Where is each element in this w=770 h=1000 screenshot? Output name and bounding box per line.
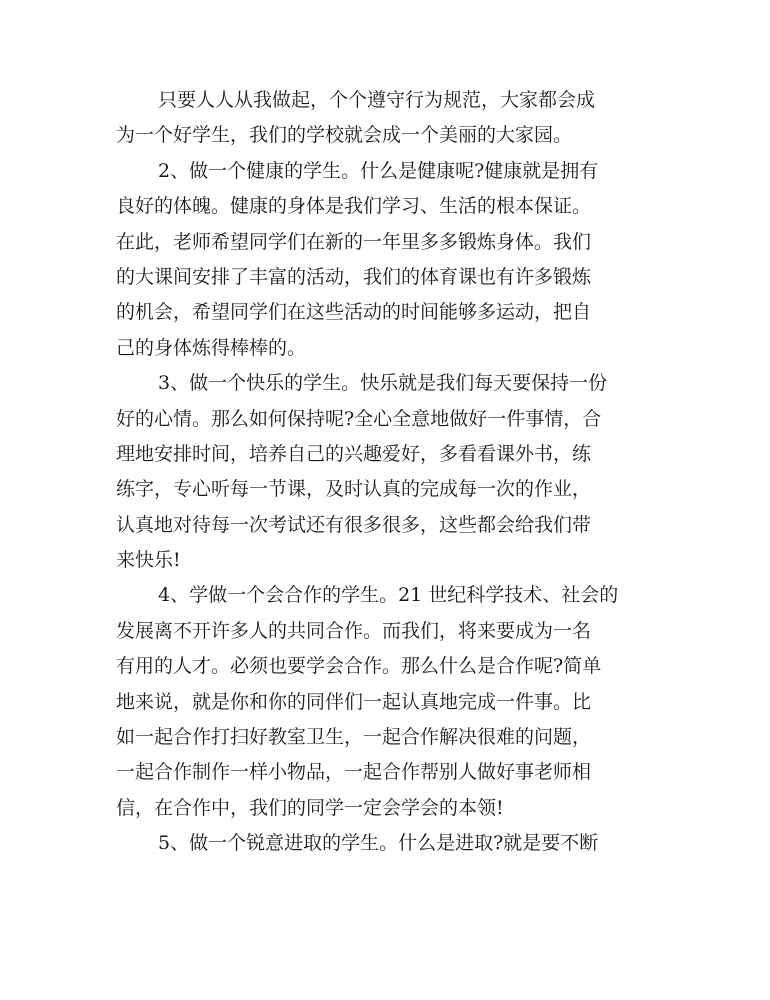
text-line: 3、做一个快乐的学生。快乐就是我们每天要保持一份 bbox=[158, 372, 608, 395]
text-line: 有用的人才。必须也要学会合作。那么什么是合作呢?简单 bbox=[116, 655, 602, 678]
text-line: 发展离不开许多人的共同合作。而我们，将来要成为一名 bbox=[116, 619, 592, 642]
text-line: 为一个好学生，我们的学校就会成一个美丽的大家园。 bbox=[116, 124, 573, 147]
text-line: 认真地对待每一次考试还有很多很多，这些都会给我们带 bbox=[116, 513, 592, 536]
text-line: 2、做一个健康的学生。什么是健康呢?健康就是拥有 bbox=[158, 159, 599, 182]
text-line: 的机会，希望同学们在这些活动的时间能够多运动，把自 bbox=[116, 301, 592, 324]
text-line: 只要人人从我做起，个个遵守行为规范，大家都会成 bbox=[158, 89, 596, 111]
text-line: 理地安排时间，培养自己的兴趣爱好，多看看课外书，练 bbox=[116, 442, 592, 465]
text-line: 信，在合作中，我们的同学一定会学会的本领! bbox=[116, 796, 504, 819]
document-body bbox=[116, 83, 664, 862]
text-line: 好的心情。那么如何保持呢?全心全意地做好一件事情，合 bbox=[116, 407, 602, 430]
text-line: 在此，老师希望同学们在新的一年里多多锻炼身体。我们 bbox=[116, 230, 592, 253]
text-line: 己的身体炼得棒棒的。 bbox=[116, 336, 307, 359]
text-line: 来快乐! bbox=[116, 549, 181, 572]
text-line: 一起合作制作一样小物品，一起合作帮别人做好事老师相 bbox=[116, 761, 592, 784]
text-line: 良好的体魄。健康的身体是我们学习、生活的根本保证。 bbox=[116, 195, 592, 218]
text-line: 5、做一个锐意进取的学生。什么是进取?就是要不断 bbox=[158, 832, 599, 855]
text-line: 的大课间安排了丰富的活动，我们的体育课也有许多锻炼 bbox=[116, 265, 592, 288]
text-line: 练字，专心听每一节课，及时认真的完成每一次的作业， bbox=[116, 478, 592, 501]
text-line: 地来说，就是你和你的同伴们一起认真地完成一件事。比 bbox=[116, 690, 592, 713]
text-line: 4、学做一个会合作的学生。21 世纪科学技术、社会的 bbox=[158, 584, 619, 607]
text-line: 如一起合作打扫好教室卫生，一起合作解决很难的问题， bbox=[116, 726, 592, 749]
